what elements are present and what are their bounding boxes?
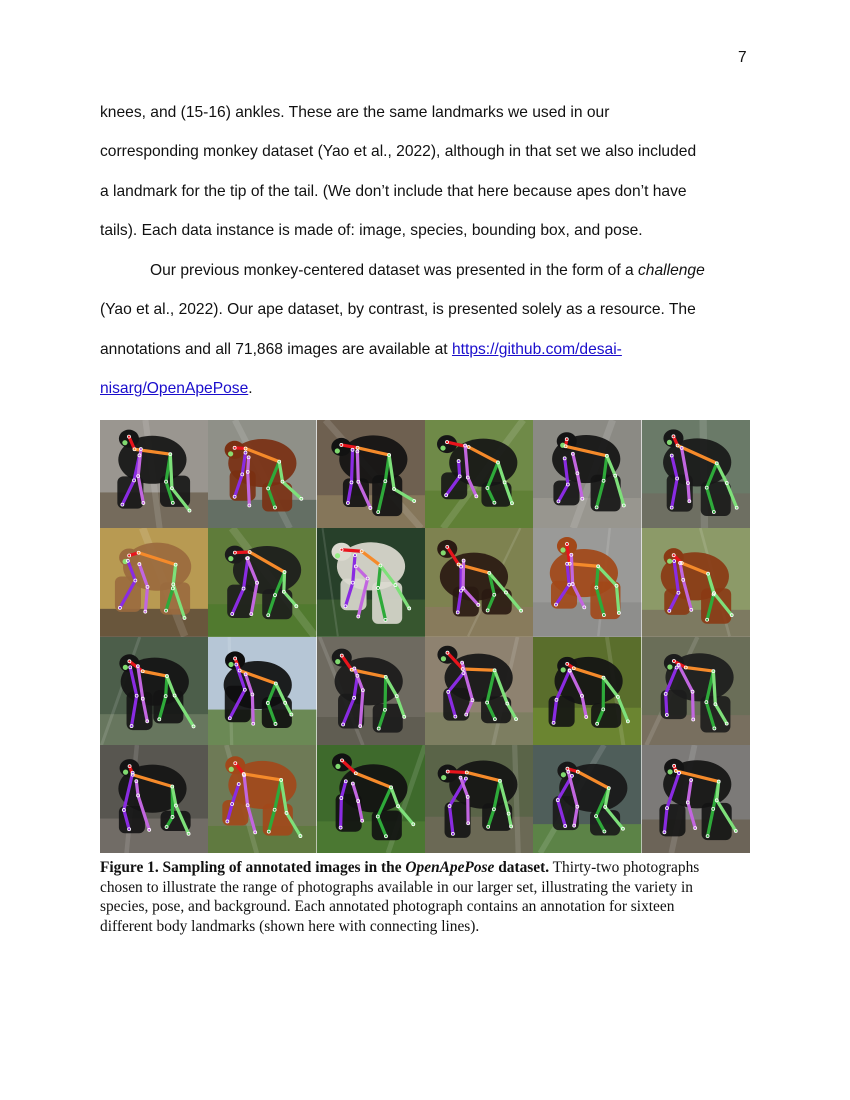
annotated-photo-23 [533, 745, 641, 853]
annotated-photo-18 [642, 637, 750, 745]
skeleton-overlay-icon [642, 745, 750, 853]
skeleton-overlay-icon [533, 528, 641, 636]
skeleton-overlay-icon [208, 745, 316, 853]
body-line-1: knees, and (15-16) ankles. These are the same landmarks we used in our [100, 104, 610, 121]
body-line-4: tails). Each data instance is made of: image, species, bounding box, and pose. [100, 222, 643, 239]
paragraph-2-line-2: (Yao et al., 2022). Our ape dataset, by contrast, is presented solely as a resource. The [100, 301, 696, 318]
skeleton-overlay-icon [317, 637, 425, 745]
annotated-photo-4 [425, 420, 533, 528]
skeleton-overlay-icon [100, 637, 208, 745]
annotated-photo-11 [533, 528, 641, 636]
availability-text: annotations and all 71,868 images are available at [100, 341, 452, 358]
skeleton-overlay-icon [425, 745, 533, 853]
skeleton-overlay-icon [533, 420, 641, 528]
annotated-photo-10 [425, 528, 533, 636]
paragraph-2-line-4 [100, 380, 750, 398]
annotated-photo-9 [317, 528, 425, 636]
skeleton-overlay-icon [100, 420, 208, 528]
annotated-photo-8 [208, 528, 316, 636]
caption-text-1: Thirty-two photographs [549, 859, 700, 876]
annotated-photo-7 [100, 528, 208, 636]
annotated-photo-2 [208, 420, 316, 528]
skeleton-overlay-icon [208, 637, 316, 745]
body-line-2: corresponding monkey dataset (Yao et al., 2022), although in that set we also included [100, 143, 697, 160]
annotated-photo-20 [208, 745, 316, 853]
paragraph-2-text: Our previous monkey-centered dataset was presented in the form of a [150, 262, 638, 279]
annotated-photo-5 [533, 420, 641, 528]
skeleton-overlay-icon [533, 745, 641, 853]
annotated-photo-24 [642, 745, 750, 853]
figure-image-grid [100, 420, 750, 853]
challenge-emphasis: challenge [638, 262, 705, 279]
annotated-photo-22 [425, 745, 533, 853]
skeleton-overlay-icon [317, 745, 425, 853]
annotated-photo-15 [317, 637, 425, 745]
skeleton-overlay-icon [100, 528, 208, 636]
skeleton-overlay-icon [317, 420, 425, 528]
skeleton-overlay-icon [425, 637, 533, 745]
github-link-part-1[interactable]: https://github.com/desai- [451, 341, 622, 358]
github-link-part-2[interactable]: nisarg/OpenApePose [100, 380, 249, 397]
sentence-period: . [248, 380, 253, 397]
caption-text-4: different body landmarks (shown here with connecting lines). [100, 917, 480, 935]
annotated-photo-12 [642, 528, 750, 636]
skeleton-overlay-icon [642, 528, 750, 636]
annotated-photo-17 [533, 637, 641, 745]
annotated-photo-13 [100, 637, 208, 745]
annotated-photo-1 [100, 420, 208, 528]
skeleton-overlay-icon [642, 420, 750, 528]
skeleton-overlay-icon [208, 528, 316, 636]
paragraph-2-line-3 [100, 341, 750, 359]
page-number: 7 [738, 49, 747, 66]
caption-text-2: chosen to illustrate the range of photographs available in our larger set, illustrating the variety in [100, 878, 693, 896]
body-line-3: a landmark for the tip of the tail. (We don’t include that here because apes don’t have [100, 183, 687, 200]
skeleton-overlay-icon [208, 420, 316, 528]
skeleton-overlay-icon [425, 528, 533, 636]
annotated-photo-14 [208, 637, 316, 745]
skeleton-overlay-icon [533, 637, 641, 745]
annotated-photo-16 [425, 637, 533, 745]
annotated-photo-3 [317, 420, 425, 528]
skeleton-overlay-icon [642, 637, 750, 745]
skeleton-overlay-icon [425, 420, 533, 528]
annotated-photo-6 [642, 420, 750, 528]
annotated-photo-21 [317, 745, 425, 853]
caption-text-3: species, pose, and background. Each annotated photograph contains an annotation for sixteen [100, 898, 675, 915]
skeleton-overlay-icon [317, 528, 425, 636]
caption-label: Figure 1. Sampling of annotated images in the OpenApePose dataset. [100, 859, 550, 876]
annotated-photo-19 [100, 745, 208, 853]
figure-caption [100, 858, 755, 936]
skeleton-overlay-icon [100, 745, 208, 853]
paragraph-2-line-1 [150, 262, 800, 280]
